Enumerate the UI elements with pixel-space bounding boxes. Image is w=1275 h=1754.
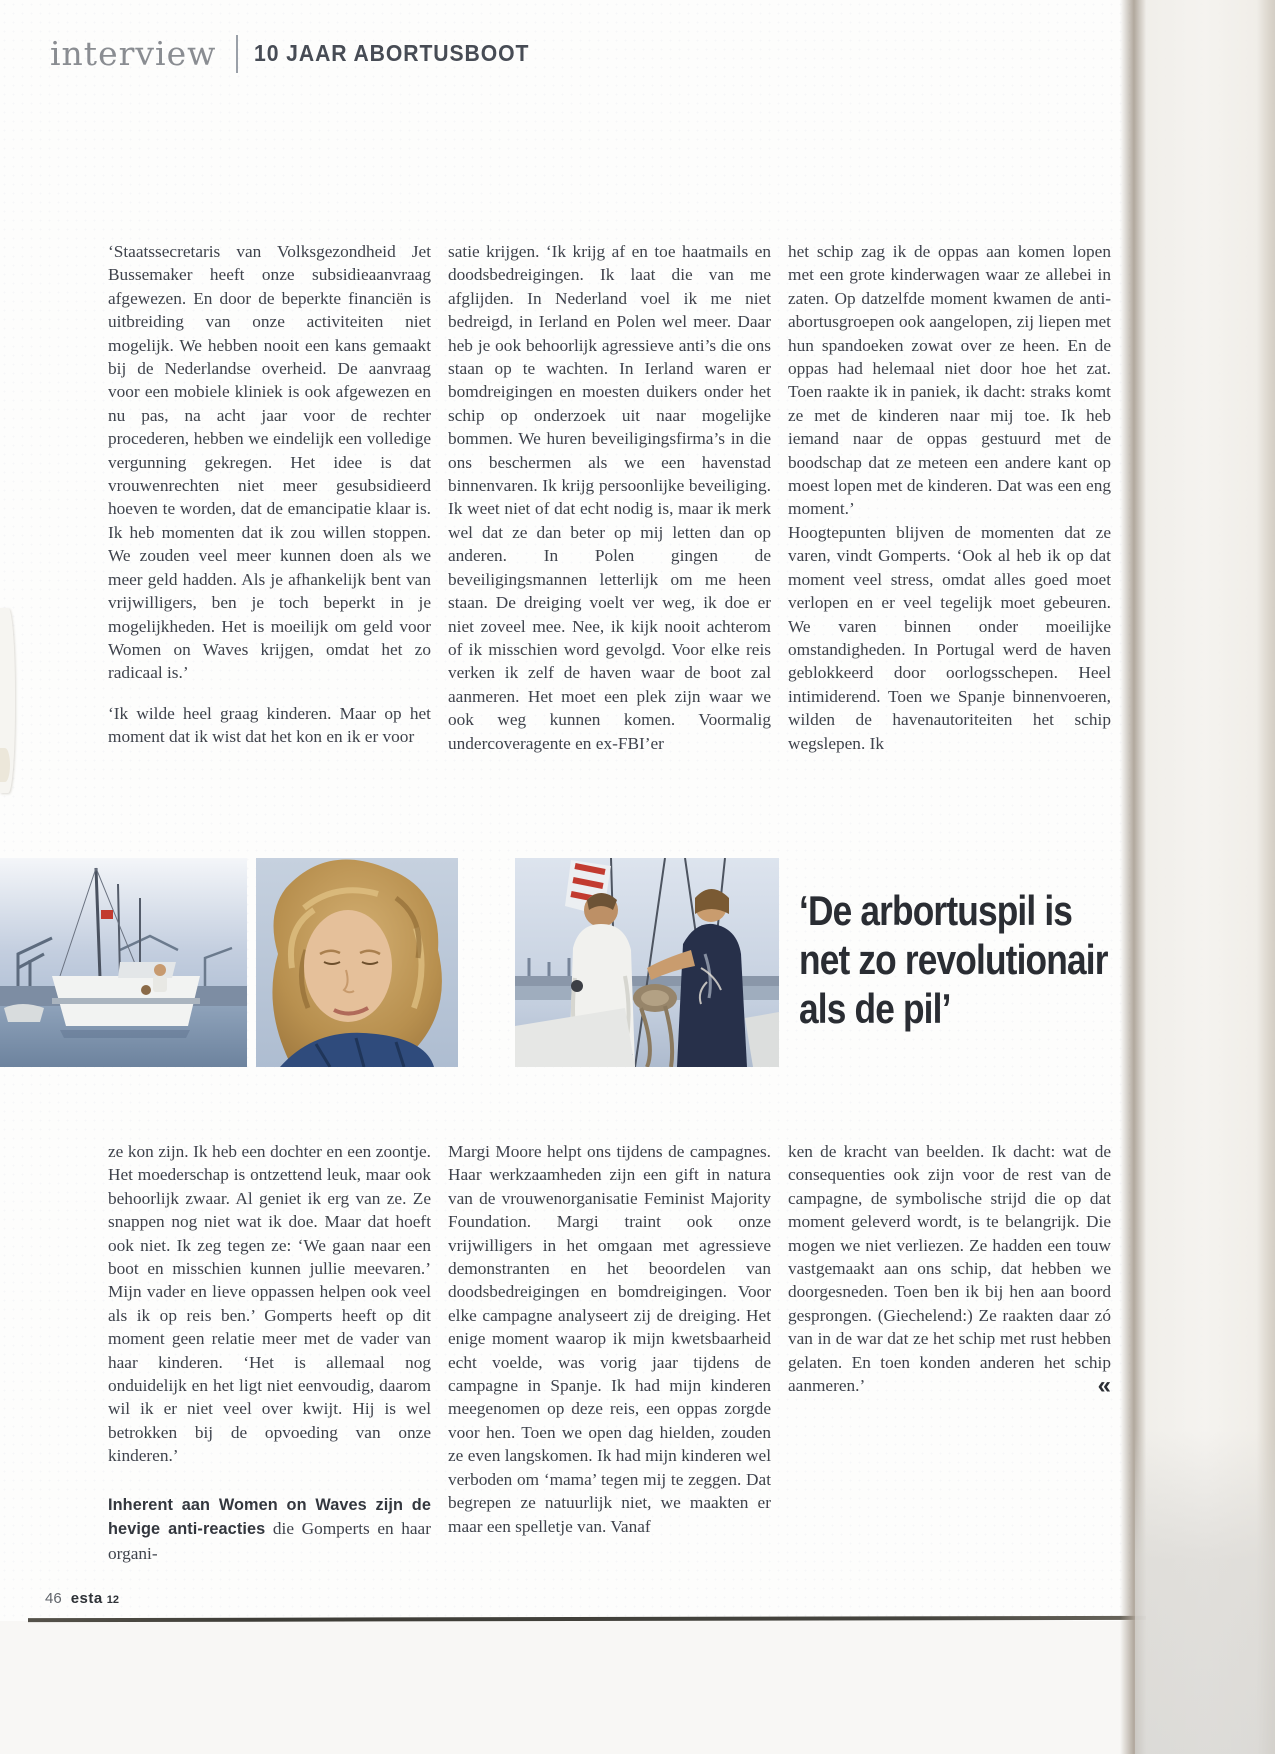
paragraph bbox=[788, 1140, 1111, 1400]
paragraph: ‘Staatssecretaris van Volksgezondheid Jet Bussemaker heeft onze subsidieaanvraag afgewezen. En door de beperkte financiën is uitbreiding van onze activiteiten niet mogelijk. We hebben nooit een kans gemaakt bij de Nederlandse overheid. De aanvraag voor een mobiele kliniek is ook afgewezen en nu pas, na acht jaar voor de rechter procederen, hebben we eindelijk een volledige vergunning gekregen. Het idee is dat vrouwenrechten niet meer gesubsidieerd hoeven te worden, dat de emancipatie klaar is. Ik heb momenten dat ik zou willen stoppen. We zouden veel meer kunnen doen als we meer geld hadden. Als je afhankelijk bent van vrijwilligers, ben je toch beperkt in je mogelijkheden. Het is moeilijk om geld voor Women on Waves krijgen, omdat het zo radicaal is.’ bbox=[108, 242, 431, 683]
page-footer bbox=[45, 1590, 119, 1607]
woman-portrait-image bbox=[256, 858, 458, 1067]
paragraph: het schip zag ik de oppas aan komen lopen met een grote kinderwagen waar ze allebei in zaten. Op datzelfde moment kwamen de anti-abortusgroepen ook aangelopen, zij liepen met hun spandoeken zowat over ze heen. En de oppas had helemaal niet door hoe het zat. Toen raakte ik in paniek, ik dacht: straks komt ze met de kinderen naar mij toe. Ik heb iemand naar de oppas gestuurd met de boodschap dat ze meteen een andere kant op moest lopen met de kinderen. Dat was een eng moment.’ bbox=[788, 242, 1111, 519]
pull-quote-line: net zo revolutionair bbox=[799, 936, 1108, 983]
issue-number: 12 bbox=[106, 1594, 119, 1606]
section-label: interview bbox=[50, 34, 217, 73]
paragraph-text: ken de kracht van beelden. Ik dacht: wat de consequenties ook zijn voor de rest van de campagne, de symbolische strijd die op dat moment geleverd wordt, is te belangrijk. Die mogen we niet verliezen. Ze hadden een touw vastgemaakt aan ons schip, dat hebben we doorgesneden. Toen ben ik bij hen aan boord gesprongen. (Giechelend:) Ze raakten daar zó van in de war dat ze het schip met rust hebben gelaten. En toen konden anderen het schip aanmeren.’ bbox=[788, 1142, 1111, 1396]
paragraph: Margi Moore helpt ons tijdens de campagnes. Haar werkzaamheden zijn een gift in natura van de vrouwenorganisatie Feminist Majority Foundation. Margi traint ook onze vrijwilligers in het omgaan met agressieve demonstranten en het beoordelen van doodsbedreigingen en bomdreigingen. Voor elke campagne analyseert zij de dreiging. Het enige moment waarop ik mijn kwetsbaarheid echt voelde, was vorig jaar tijdens de campagne in Spanje. Ik had mijn kinderen meegenomen op deze reis, een oppas zorgde voor hen. Toen we open dag hielden, zouden ze even langskomen. Ik had mijn kinderen wel verboden om ‘mama’ tegen mij te zeggen. Dat begrepen ze natuurlijk niet, we maakten er maar een spelletje van. Vanaf bbox=[448, 1142, 771, 1536]
paragraph: ‘Ik wilde heel graag kinderen. Maar op het moment dat ik wist dat het kon en ik er voor bbox=[108, 703, 431, 747]
top-column-2 bbox=[448, 240, 771, 755]
page-header bbox=[50, 34, 554, 73]
top-column-1 bbox=[108, 240, 431, 749]
photo-boat-deck bbox=[515, 858, 779, 1067]
header-divider bbox=[236, 35, 238, 73]
page-number: 46 bbox=[45, 1590, 62, 1607]
magazine-name: esta bbox=[70, 1590, 103, 1607]
pull-quote-line: als de pil’ bbox=[799, 985, 951, 1032]
article-end-mark: « bbox=[1097, 1372, 1111, 1400]
left-edge-smudge bbox=[0, 748, 10, 782]
paragraph-with-bold-lead bbox=[108, 1493, 431, 1565]
paragraph: satie krijgen. ‘Ik krijg af en toe haatmails en doodsbedreigingen. Ik laat die van me afglijden. In Nederland voel ik me niet bedreigd, in Ierland en Polen wel meer. Daar heb je ook behoorlijk agressieve anti’s die ons staan op te wachten. In Ierland waren er bomdreigingen en moesten duikers onder het schip op onderzoek uit naar mogelijke bommen. We huren beveiligingsfirma’s in die ons beschermen als we een havenstad binnenvaren. Ik krijg persoonlijke beveiliging. Ik weet niet of dat echt nodig is, maar ik merk wel dat ze dan beter op mij letten dan op anderen. In Polen gingen de beveiligingsmannen letterlijk om me heen staan. De dreiging voelt ver weg, ik doe er niet zoveel mee. Nee, ik kijk nooit achterom of ik misschien word gevolgd. Voor elke reis verken ik zelf de haven waar de boot zal aanmeren. Het moet een plek zijn waar we ook weg kunnen komen. Voormalig undercoveragente en ex-FBI’er bbox=[448, 242, 771, 753]
bottom-column-1 bbox=[108, 1140, 431, 1565]
paragraph: ze kon zijn. Ik heb een dochter en een zoontje. Het moederschap is ontzettend leuk, maar ook behoorlijk zwaar. Al geniet ik erg van ze. Ze snappen nog niet wat ik doe. Maar dat hoeft ook niet. Ik zeg tegen ze: ‘We gaan naar een boot en misschien kunnen jullie meevaren.’ Mijn vader en lieve oppassen helpen ook veel als ik op reis ben.’ Gomperts heeft op dit moment geen relatie meer met de vader van haar kinderen. ‘Het is allemaal nog onduidelijk en het ligt niet eenvoudig, daarom wil ik er niet veel over kwijt. Hij is wel betrokken bij de opvoeding van onze kinderen.’ bbox=[108, 1142, 431, 1466]
photo-woman-portrait bbox=[256, 858, 458, 1067]
bottom-column-3 bbox=[788, 1140, 1111, 1400]
bottom-column-2 bbox=[448, 1140, 771, 1538]
scan-area-below-page bbox=[0, 1621, 1148, 1754]
pull-quote bbox=[799, 886, 1139, 1033]
boat-harbor-image bbox=[0, 858, 247, 1067]
photo-boat-harbor bbox=[0, 858, 247, 1067]
boat-deck-image bbox=[515, 858, 779, 1067]
paragraph: Hoogtepunten blijven de momenten dat ze varen, vindt Gomperts. ‘Ook al heb ik op dat moment veel stress, omdat alles goed moet verlopen en er veel tegelijk moet gebeuren. We varen binnen onder moeilijke omstandigheden. In Portugal werd de haven geblokkeerd door oorlogsschepen. Heel intimiderend. Toen we Spanje binnenvoeren, wilden de havenautoriteiten het schip wegslepen. Ik bbox=[788, 522, 1111, 753]
bold-lead-text: Inherent aan Women on Waves zijn de hevige anti-reacties bbox=[108, 1495, 431, 1539]
page-corner-shade bbox=[1135, 1430, 1275, 1754]
lead-rest-text: die Gomperts en haar organi- bbox=[108, 1519, 431, 1563]
article-kicker: 10 JAAR ABORTUSBOOT bbox=[254, 40, 530, 66]
top-column-3 bbox=[788, 240, 1111, 755]
pull-quote-line: ‘De arbortuspil is bbox=[799, 887, 1073, 934]
